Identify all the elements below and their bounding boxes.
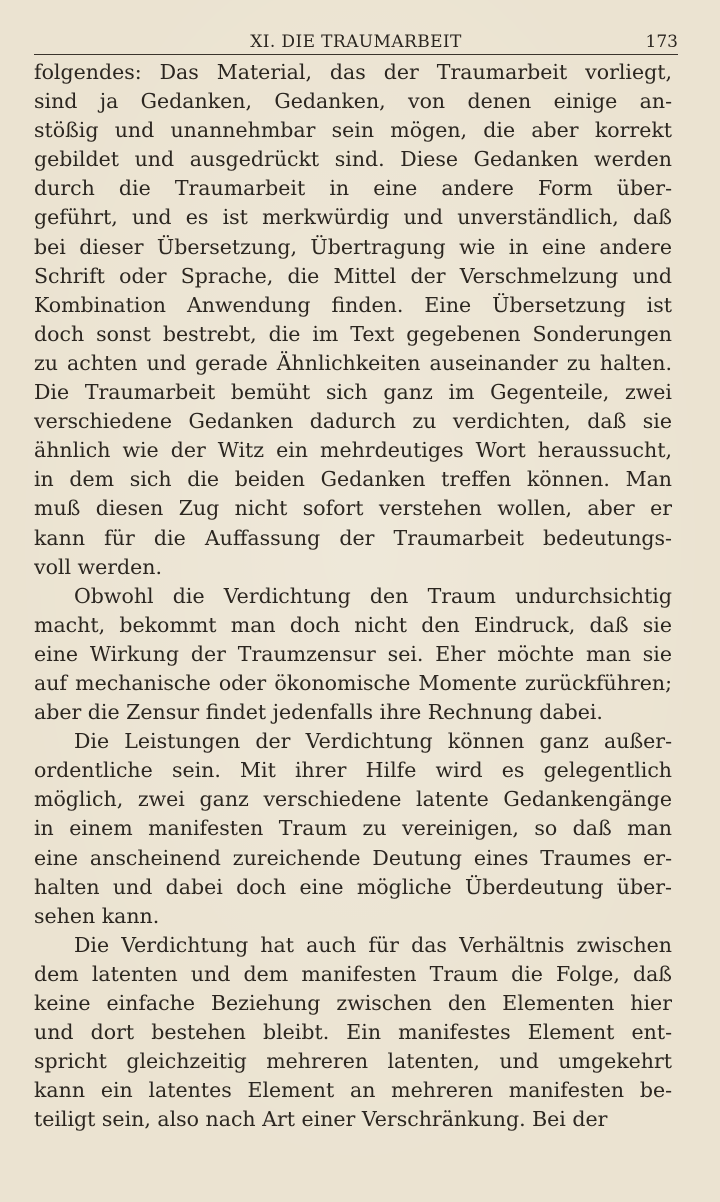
text-line: bei dieser Übersetzung, Übertragung wie in eine andere: [34, 234, 672, 259]
text-line: möglich, zwei ganz verschiedene latente Gedankengänge: [34, 787, 672, 812]
running-head: [34, 30, 678, 55]
paragraph: [34, 727, 672, 931]
text-line: Die Leistungen der Verdichtung können ganz außer-: [74, 729, 672, 754]
text-line: muß diesen Zug nicht sofort verstehen wollen, aber er: [34, 496, 672, 521]
text-line: keine einfache Beziehung zwischen den Elementen hier: [34, 991, 672, 1015]
paragraph: [34, 582, 672, 727]
text-line: Die Verdichtung hat auch für das Verhältnis zwischen: [74, 932, 672, 957]
text-line: stößig und unannehmbar sein mögen, die aber korrekt: [34, 118, 672, 143]
text-line: zu achten und gerade Ähnlichkeiten auseinander zu halten.: [34, 350, 672, 375]
text-line: ähnlich wie der Witz ein mehrdeutiges Wort heraussucht,: [34, 438, 672, 463]
text-line: ordentliche sein. Mit ihrer Hilfe wird es gelegentlich: [34, 758, 672, 783]
text-line: sehen kann.: [34, 903, 160, 928]
page-number: 173: [645, 32, 678, 52]
text-line: kann für die Auffassung der Traumarbeit bedeutungs-: [34, 525, 672, 550]
text-line: dem latenten und dem manifesten Traum die Folge, daß: [34, 961, 672, 986]
text-line: Kombination Anwendung finden. Eine Übersetzung ist: [34, 292, 672, 317]
text-line: auf mechanische oder ökonomische Momente zurückführen;: [34, 670, 672, 695]
text-line: voll werden.: [34, 554, 163, 579]
text-line: verschiedene Gedanken dadurch zu verdichten, daß sie: [34, 409, 672, 434]
body-text: [34, 58, 672, 1134]
text-line: und dort bestehen bleibt. Ein manifestes Element ent-: [34, 1020, 672, 1045]
chapter-title: XI. DIE TRAUMARBEIT: [250, 32, 462, 52]
text-line: eine anscheinend zureichende Deutung eines Traumes er-: [34, 845, 672, 870]
text-line: Schrift oder Sprache, die Mittel der Verschmelzung und: [34, 263, 672, 288]
text-line: durch die Traumarbeit in eine andere Form über-: [34, 176, 672, 201]
text-line: geführt, und es ist merkwürdig und unverständlich, daß: [34, 205, 672, 230]
text-line: macht, bekommt man doch nicht den Eindruck, daß sie: [34, 612, 672, 637]
text-line: spricht gleichzeitig mehreren latenten, und umgekehrt: [34, 1049, 672, 1074]
text-line: folgendes: Das Material, das der Traumarbeit vorliegt,: [34, 60, 672, 84]
text-line: in einem manifesten Traum zu vereinigen, so daß man: [34, 816, 672, 841]
text-line: gebildet und ausgedrückt sind. Diese Gedanken werden: [34, 147, 672, 172]
text-line: Obwohl die Verdichtung den Traum undurchsichtig: [74, 583, 672, 608]
paragraph: [34, 931, 672, 1135]
text-line: in dem sich die beiden Gedanken treffen können. Man: [34, 467, 672, 492]
paragraph: [34, 58, 672, 582]
text-line: Die Traumarbeit bemüht sich ganz im Gegenteile, zwei: [34, 380, 672, 405]
text-line: kann ein latentes Element an mehreren manifesten be-: [34, 1078, 672, 1103]
text-line: eine Wirkung der Traumzensur sei. Eher möchte man sie: [34, 641, 672, 666]
text-line: halten und dabei doch eine mögliche Überdeutung über-: [34, 874, 672, 899]
text-line: aber die Zensur findet jedenfalls ihre Rechnung dabei.: [34, 700, 603, 725]
text-line: doch sonst bestrebt, die im Text gegebenen Sonderungen: [34, 321, 672, 346]
text-line: sind ja Gedanken, Gedanken, von denen einige an-: [34, 89, 672, 114]
text-line: teiligt sein, also nach Art einer Verschränkung. Bei der: [34, 1107, 608, 1132]
